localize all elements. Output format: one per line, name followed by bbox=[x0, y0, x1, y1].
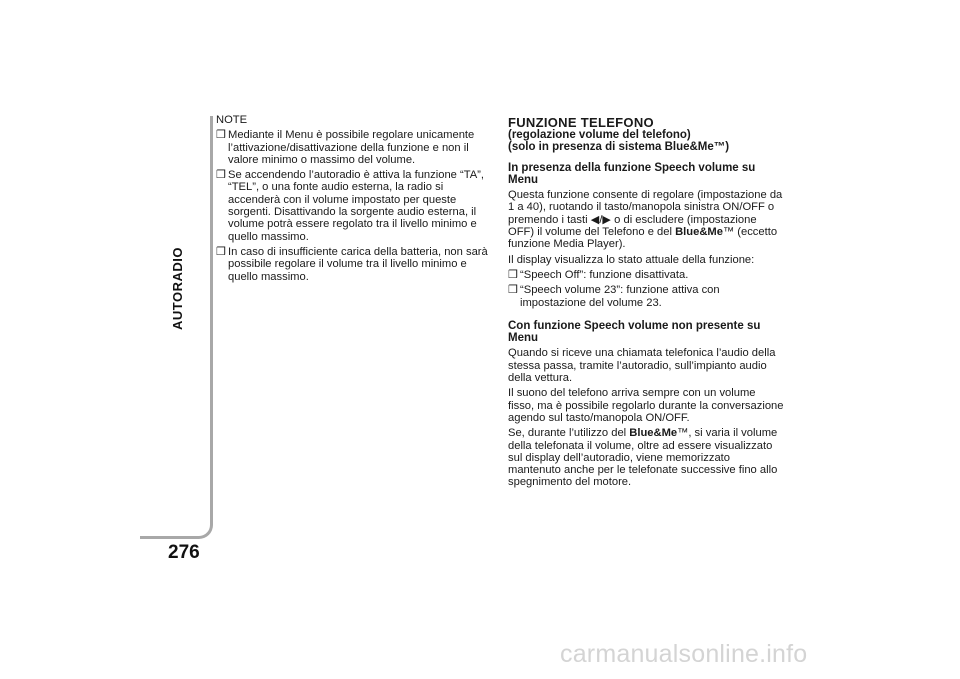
checkbox-bullet-icon: ❒ bbox=[216, 129, 227, 142]
arrow-keys-icon: ◀/▶ bbox=[590, 213, 612, 226]
note-bullet bbox=[216, 246, 488, 283]
checkbox-bullet-icon: ❒ bbox=[508, 268, 519, 281]
paragraph-text: ™, si varia il volume della telefonata il volume, oltre ad essere visualizzato sul display dell’autoradio, viene memorizzato mantenuto anche per le telefonate successive fino allo spegnimento del motore. bbox=[508, 427, 778, 489]
section-subtitle-note: (solo in presenza di sistema Blue&Me™) bbox=[508, 141, 730, 154]
section-title: FUNZIONE TELEFONO bbox=[508, 115, 654, 130]
paragraph: Il display visualizza lo stato attuale della funzione: bbox=[508, 253, 755, 266]
note-bullet-text: In caso di insufficiente carica della batteria, non sarà possibile regolare il volume tra il livello minimo e quello massimo. bbox=[228, 245, 488, 283]
checkbox-bullet-icon: ❒ bbox=[216, 245, 227, 258]
status-bullet bbox=[508, 284, 784, 309]
status-bullet bbox=[508, 269, 784, 281]
subsection-heading: Con funzione Speech volume non presente su Menu bbox=[508, 319, 761, 345]
status-bullet-text: “Speech Off”: funzione disattivata. bbox=[520, 268, 689, 281]
spacer bbox=[508, 312, 784, 320]
right-column bbox=[508, 117, 784, 492]
note-bullet-text: Mediante il Menu è possibile regolare unicamente l’attivazione/disattivazione della funzione e non il valore minimo o massimo del volume. bbox=[228, 129, 475, 166]
subsection-heading: In presenza della funzione Speech volume su Menu bbox=[508, 161, 756, 186]
page-number: 276 bbox=[168, 542, 200, 563]
left-column bbox=[216, 114, 488, 286]
watermark: carmanualsonline.info bbox=[560, 640, 808, 668]
paragraph-text: Questa funzione consente di regolare (impostazione da 1 a 40), ruotando il tasto/manopola sinistra ON/OFF o premendo i tasti bbox=[508, 189, 783, 226]
note-bullet-text: Se accendendo l’autoradio è attiva la funzione “TA”, “TEL”, o una fonte audio esterna, la radio si accenderà con il volume impostato per queste sorgenti. Disattivando la sorgente audio esterna, il volume potrà essere regolato tra il livello minimo e quello massimo. bbox=[228, 169, 485, 243]
paragraph-text: ™ (eccetto funzione Media Player). bbox=[508, 226, 778, 251]
note-bullet bbox=[216, 169, 488, 243]
paragraph bbox=[508, 189, 784, 250]
checkbox-bullet-icon: ❒ bbox=[508, 284, 519, 297]
paragraph-text: Se, durante l’utilizzo del bbox=[508, 427, 627, 440]
status-bullet-text: “Speech volume 23”: funzione attiva con impostazione del volume 23. bbox=[520, 284, 720, 309]
paragraph: Il suono del telefono arriva sempre con un volume fisso, ma è possibile regolarlo durante la conversazione agendo sul tasto/manopola ON/OFF. bbox=[508, 387, 784, 424]
spacer bbox=[508, 154, 784, 162]
note-heading: NOTE bbox=[216, 114, 248, 126]
brand-name: Blue&Me bbox=[629, 427, 678, 440]
paragraph: Quando si riceve una chiamata telefonica l’audio della stessa passa, tramite l’autoradio, sull’impianto audio della vettura. bbox=[508, 347, 776, 385]
section-side-title: AUTORADIO bbox=[170, 247, 185, 330]
brand-name: Blue&Me bbox=[675, 226, 723, 239]
paragraph bbox=[508, 427, 784, 488]
checkbox-bullet-icon: ❒ bbox=[216, 169, 227, 182]
section-subtitle: (regolazione volume del telefono) bbox=[508, 129, 691, 141]
note-bullet bbox=[216, 129, 488, 166]
paragraph-text: o di escludere (impostazione OFF) il volume del Telefono e del bbox=[508, 213, 757, 239]
